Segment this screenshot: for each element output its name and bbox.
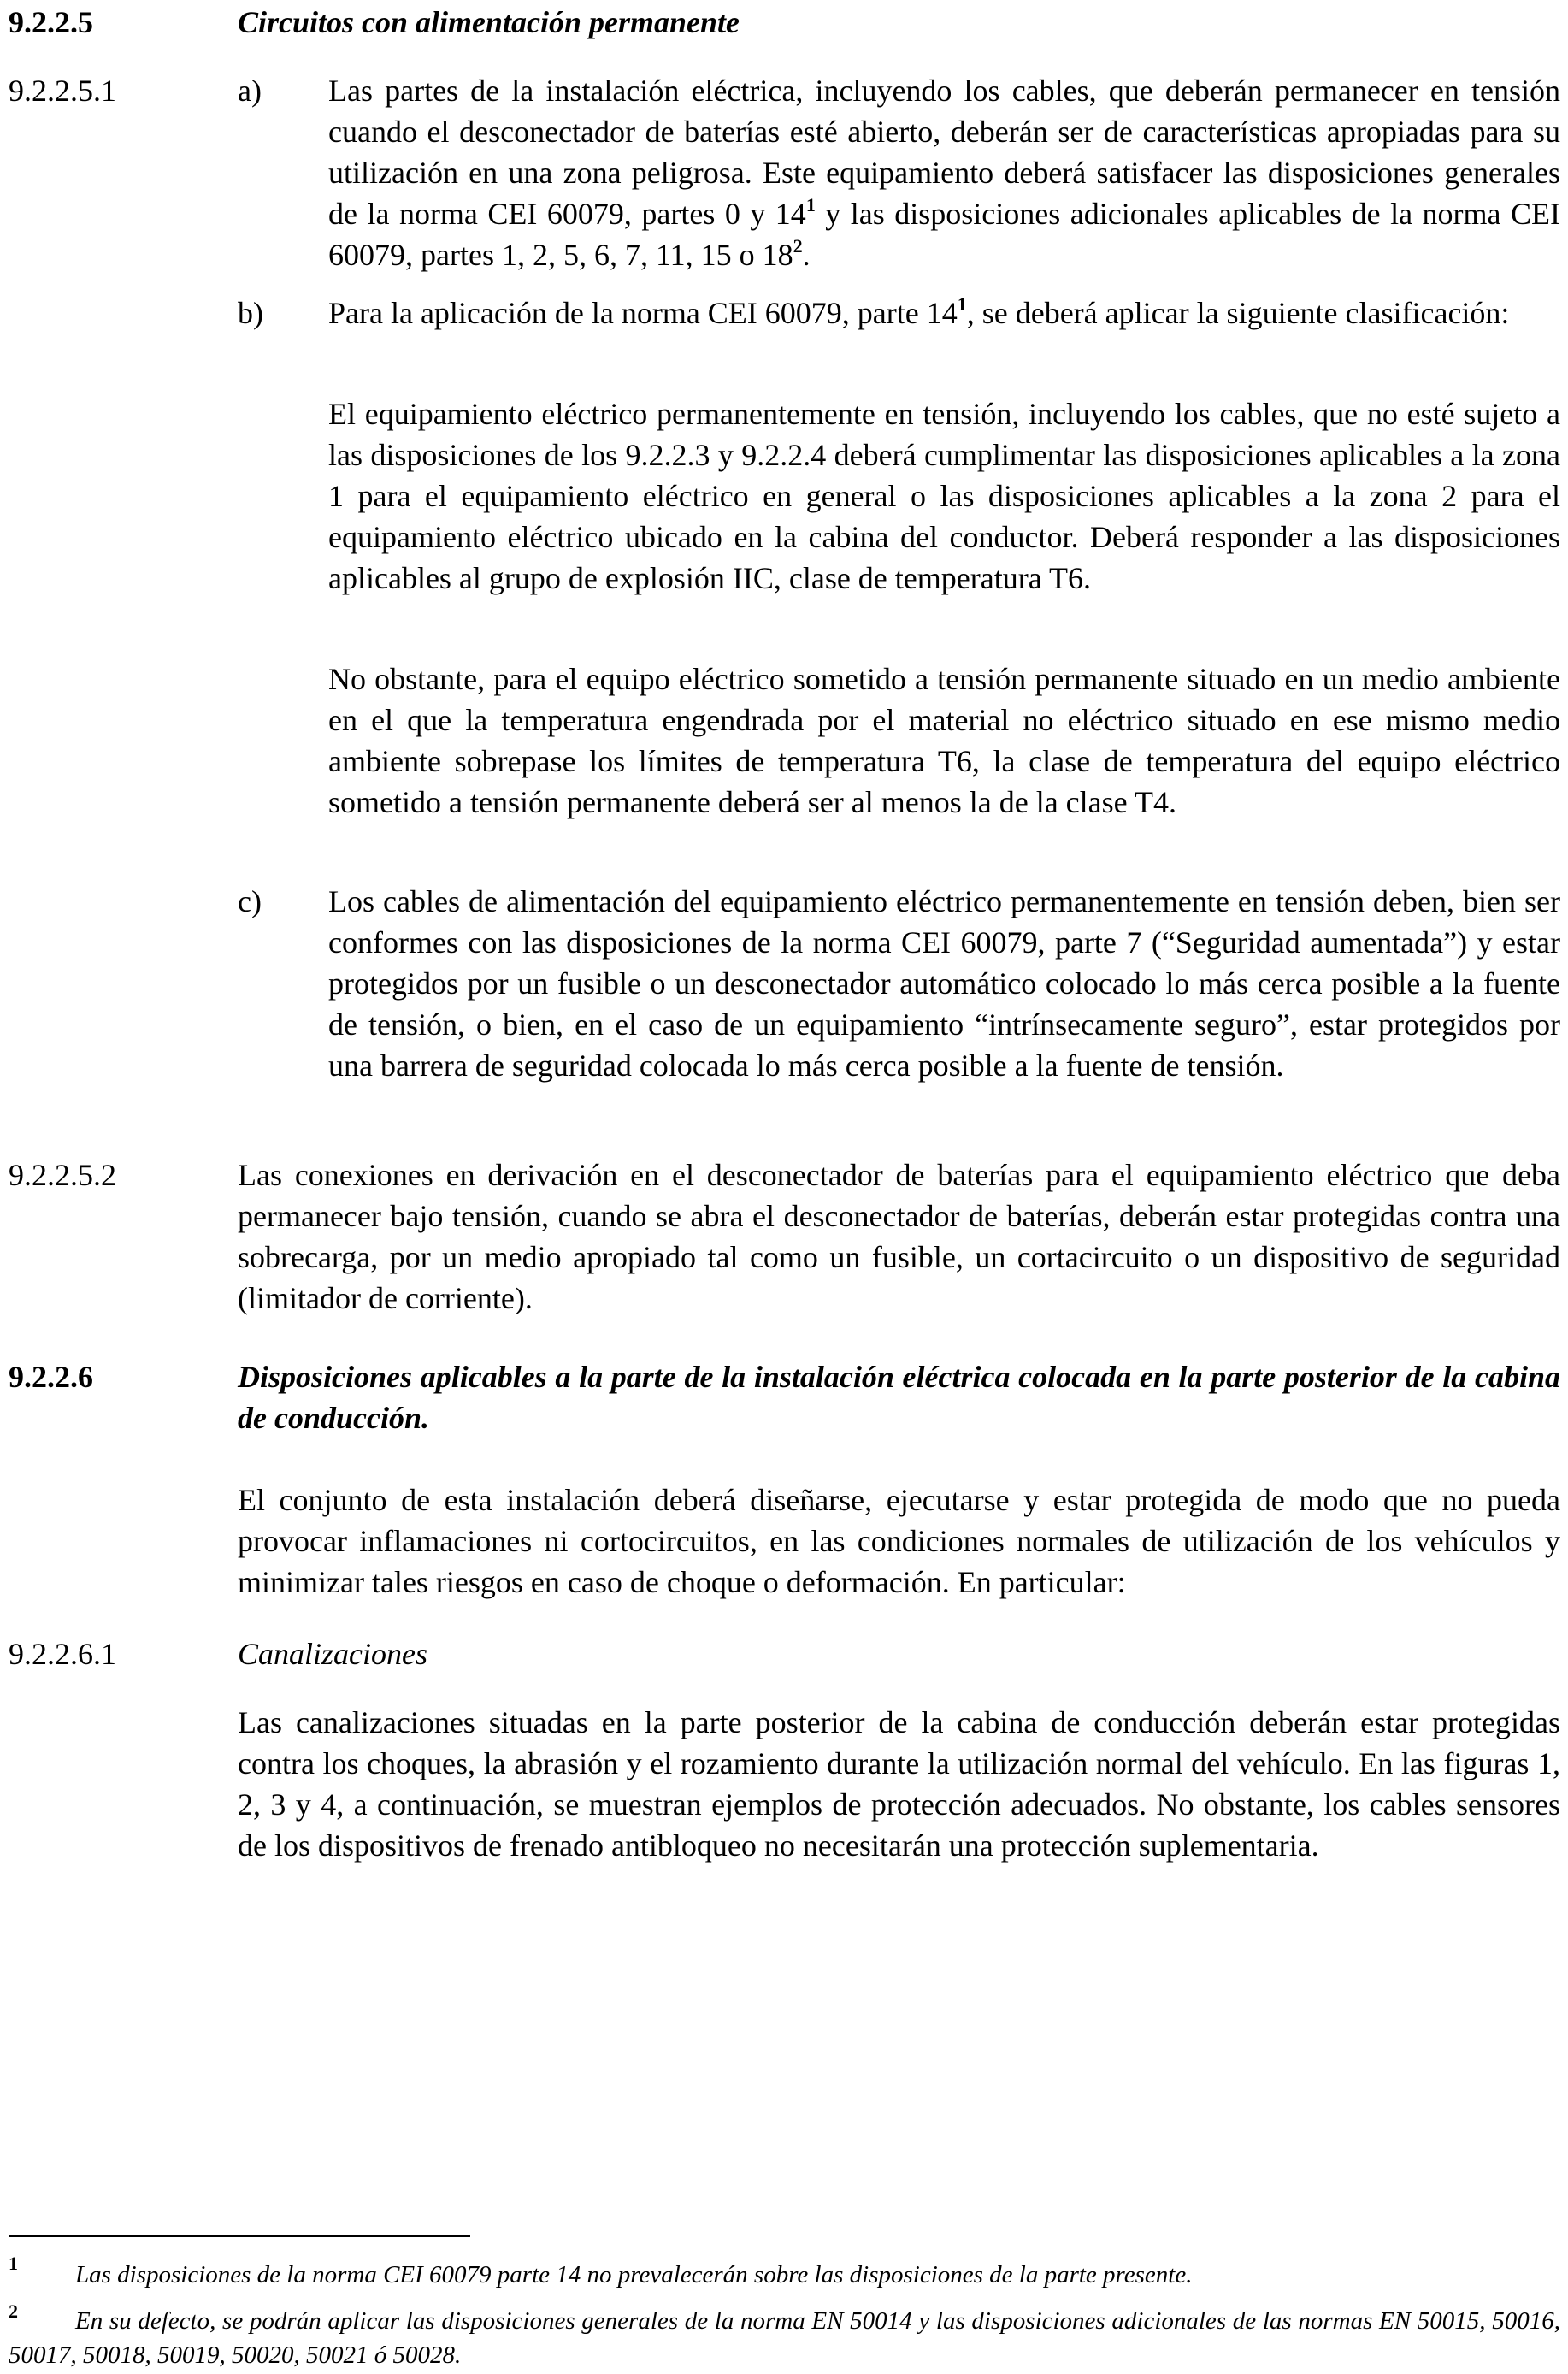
clause-heading-9-2-2-6-1 — [9, 1633, 1560, 1674]
clause-text: Las conexiones en derivación en el desconectador de baterías para el equipamiento eléctrico que deba permanecer bajo tensión, cuando se abra el desconectador de baterías, deberán estar protegidas contra una sobrecarga, por un medio apropiado tal como un fusible, un cortacircuito o un dispositivo de seguridad (limitador de corriente). — [238, 1158, 1560, 1315]
footnote-1-text: Las disposiciones de la norma CEI 60079 parte 14 no prevalecerán sobre las disposiciones de la parte presente. — [75, 2261, 1193, 2288]
clause-text — [328, 70, 1560, 275]
clause-9-2-2-5-2 — [9, 1155, 1560, 1319]
footnote-ref: 1 — [805, 194, 816, 216]
clause-text-canalizaciones: Las canalizaciones situadas en la parte posterior de la cabina de conducción deberán estar protegidas contra los choques, la abrasión y el rozamiento durante la utilización normal del vehículo. En las figuras 1, 2, 3 y 4, a continuación, se muestran ejemplos de protección adecuados. No obstante, los cables sensores de los dispositivos de frenado antibloqueo no necesitarán una protección suplementaria. — [238, 1705, 1560, 1863]
footnote-ref: 1 — [957, 293, 967, 315]
text-run: Para la aplicación de la norma CEI 60079, parte 14 — [328, 296, 958, 330]
clause-9-2-2-5-1-a — [9, 70, 1560, 275]
clause-title: Canalizaciones — [238, 1637, 427, 1671]
section-number: 9.2.2.6 — [9, 1360, 93, 1394]
text-run: y las disposiciones adicionales aplicables de la norma CEI 60079, partes 1, 2, 5, 6, 7, 11, 15 o 18 — [328, 197, 1560, 272]
section-heading-9-2-2-5 — [9, 2, 1560, 43]
footnote-ref: 2 — [793, 235, 803, 257]
section-title: Circuitos con alimentación permanente — [238, 5, 740, 39]
clause-number: 9.2.2.6.1 — [9, 1637, 116, 1671]
item-letter: a) — [238, 74, 262, 108]
text-run: , se deberá aplicar la siguiente clasificación: — [966, 296, 1510, 330]
text-run: . — [802, 238, 811, 272]
clause-9-2-2-5-1-c — [238, 881, 1560, 1086]
clause-9-2-2-5-1-b — [238, 292, 1560, 334]
clause-number: 9.2.2.5.2 — [9, 1158, 116, 1192]
section-number: 9.2.2.5 — [9, 5, 93, 39]
section-heading-9-2-2-6 — [9, 1356, 1560, 1438]
clause-text: Los cables de alimentación del equipamiento eléctrico permanentemente en tensión deben, bien ser conformes con las disposiciones de la norma CEI 60079, parte 7 (“Seguridad aumentada”) y estar protegidos por un fusible o un desconectador automático colocado lo más cerca posible a la fuente de tensión, o bien, en el caso de un equipamiento “intrínsecamente seguro”, estar protegidos por una barrera de seguridad colocada lo más cerca posible a la fuente de tensión. — [328, 884, 1560, 1083]
paragraph-exception: No obstante, para el equipo eléctrico sometido a tensión permanente situado en un medio ambiente en el que la temperatura engendrada por el material no eléctrico situado en ese mismo medio ambiente sobrepase los límites de temperatura T6, la clase de temperatura del equipo eléctrico sometido a tensión permanente deberá ser al menos la de la clase T4. — [328, 662, 1560, 819]
footnote-separator — [9, 2235, 470, 2237]
section-title: Disposiciones aplicables a la parte de la instalación eléctrica colocada en la parte posterior de la cabina de conducción. — [238, 1360, 1560, 1435]
footnote-mark: 1 — [9, 2253, 18, 2274]
item-letter: c) — [238, 884, 262, 918]
paragraph-classification: El equipamiento eléctrico permanentemente en tensión, incluyendo los cables, que no esté sujeto a las disposiciones de los 9.2.2.3 y 9.2.2.4 deberá cumplimentar las disposiciones aplicables a la zona 1 para el equipamiento eléctrico en general o las disposiciones aplicables a la zona 2 para el equipamiento eléctrico ubicado en la cabina del conductor. Deberá responder a las disposiciones aplicables al grupo de explosión IIC, clase de temperatura T6. — [328, 397, 1560, 595]
clause-text — [328, 292, 1560, 334]
clause-number: 9.2.2.5.1 — [9, 74, 116, 108]
footnote-mark: 2 — [9, 2300, 18, 2322]
footnote-2-text: En su defecto, se podrán aplicar las disposiciones generales de la norma EN 50014 y las disposiciones adicionales de las normas EN 50015, 50016, 50017, 50018, 50019, 50020, 50021 ó 50028. — [9, 2307, 1560, 2369]
text-run: Las partes de la instalación eléctrica, incluyendo los cables, que deberán permanecer en tensión cuando el desconectador de baterías esté abierto, deberán ser de características apropiadas para su utilización en una zona peligrosa. Este equipamiento deberá satisfacer las disposiciones generales de la norma CEI 60079, partes 0 y 14 — [328, 74, 1560, 231]
section-intro-text: El conjunto de esta instalación deberá diseñarse, ejecutarse y estar protegida de modo que no pueda provocar inflamaciones ni cortocircuitos, en las condiciones normales de utilización de los vehículos y minimizar tales riesgos en caso de choque o deformación. En particular: — [238, 1483, 1560, 1599]
item-letter: b) — [238, 296, 263, 330]
